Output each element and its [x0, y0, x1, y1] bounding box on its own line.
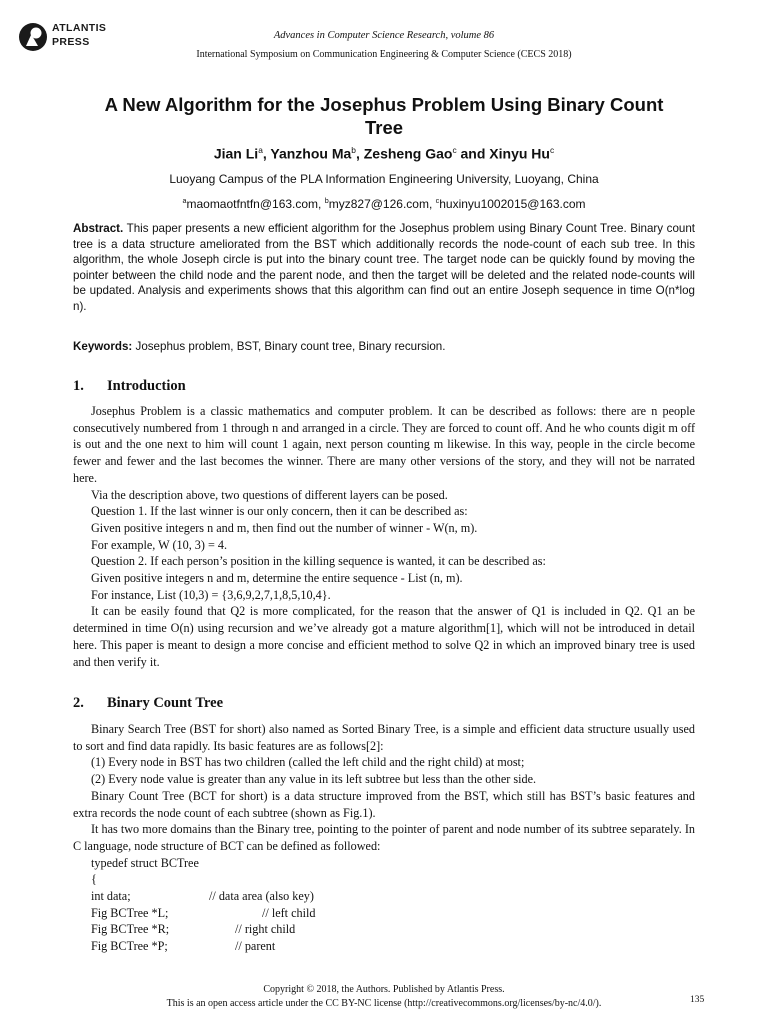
- license-notice: This is an open access article under the CC BY-NC license (http://creativecommons.org/licenses/by-nc/4.0/).: [166, 998, 602, 1009]
- section-title: Introduction: [107, 378, 186, 394]
- code-line: [73, 871, 695, 888]
- question-2: Question 2. If each person’s position in the killing sequence is wanted, it can be described as:: [91, 554, 546, 569]
- code-comment: // right child: [235, 922, 296, 937]
- code-line: [73, 921, 695, 938]
- paper-title: A New Algorithm for the Josephus Problem Using Binary Count Tree: [104, 94, 664, 138]
- logo-text-line1: ATLANTIS: [52, 22, 107, 34]
- question-1: Question 1. If the last winner is our only concern, then it can be described as:: [91, 504, 468, 519]
- question-1-example: For example, W (10, 3) = 4.: [91, 537, 228, 552]
- question-2-given: Given positive integers n and m, determine the entire sequence - List (n, m).: [91, 571, 463, 586]
- code-line: [73, 888, 695, 905]
- section-title: Binary Count Tree: [107, 695, 224, 711]
- affiliation-mark: c: [549, 145, 555, 155]
- copyright-notice: Copyright © 2018, the Authors. Published by Atlantis Press.: [263, 984, 505, 995]
- feature-2: (2) Every node value is greater than any value in its left subtree but less than the other side.: [91, 772, 537, 787]
- email-address[interactable]: maomaotfntfn@163.com: [186, 197, 319, 211]
- email-mark: b: [324, 196, 329, 205]
- email-address[interactable]: huxinyu1002015@163.com: [439, 197, 586, 211]
- code-comment: // left child: [262, 905, 316, 920]
- symposium-name: International Symposium on Communication Engineering & Computer Science (CECS 2018): [196, 49, 572, 60]
- code-line: [73, 905, 695, 922]
- code-text: Fig BCTree *L;: [91, 905, 169, 920]
- affiliation-mark: c: [452, 145, 457, 155]
- section-number: 1.: [73, 378, 84, 394]
- code-text: typedef struct BCTree: [91, 855, 199, 870]
- email-mark: c: [435, 196, 440, 205]
- section-heading-introduction: [73, 378, 186, 395]
- question-1-given: Given positive integers n and m, then find out the number of winner - W(n, m).: [91, 520, 478, 535]
- author-separator: and: [456, 145, 490, 162]
- author-separator: ,: [355, 145, 364, 162]
- email-separator: ,: [428, 197, 436, 211]
- email-mark: a: [182, 196, 187, 205]
- code-line: [73, 855, 695, 872]
- paragraph: Josephus Problem is a classic mathematics and computer problem. It can be described as follows: there are n people consecutively numbered from 1 through n and arranged in a circle. They are forced to count off. And he who counts digit m off is out and the one next to him will count 1 again, next person counting m likewise. In this way, people in the circle become fewer and fewer and the last becomes the winner. There are many other versions of the story, and they will not be narrated here.: [73, 404, 695, 485]
- author-list: [0, 145, 768, 162]
- code-text: int data;: [91, 889, 131, 903]
- code-text: Fig BCTree *R;: [91, 922, 170, 937]
- author-name: Xinyu Hu: [489, 145, 550, 162]
- keywords: [73, 340, 695, 353]
- affiliation: Luoyang Campus of the PLA Information Engineering University, Luoyang, China: [169, 172, 599, 186]
- journal-name: Advances in Computer Science Research, volume 86: [273, 30, 495, 41]
- logo-text-line2: PRESS: [52, 36, 90, 48]
- author-separator: ,: [262, 145, 271, 162]
- email-address[interactable]: myz827@126.com: [328, 197, 429, 211]
- paragraph: Binary Count Tree (BCT for short) is a data structure improved from the BST, which still has BST’s basic features and extra records the node count of each subtree (shown as Fig.1).: [73, 788, 695, 820]
- feature-1: (1) Every node in BST has two children (called the left child and the right child) at most;: [91, 755, 525, 770]
- section-number: 2.: [73, 695, 84, 711]
- paragraph: Via the description above, two questions of different layers can be posed.: [91, 487, 448, 502]
- code-block: [73, 855, 695, 955]
- page-number: 135: [690, 995, 705, 1005]
- author-name: Zesheng Gao: [363, 145, 453, 162]
- affiliation-mark: b: [351, 145, 356, 155]
- keywords-text: Josephus problem, BST, Binary count tree, Binary recursion.: [135, 340, 446, 353]
- abstract-label: Abstract.: [73, 222, 124, 235]
- code-comment: // data area (also key): [209, 889, 314, 903]
- question-2-example: For instance, List (10,3) = {3,6,9,2,7,1,8,5,10,4}.: [91, 587, 331, 602]
- section-body-introduction: [73, 403, 695, 670]
- code-comment: // parent: [235, 939, 276, 954]
- abstract: [73, 221, 695, 315]
- abstract-text: This paper presents a new efficient algorithm for the Josephus problem using Binary Count Tree. Binary count tree is a data structure ameliorated from the BST which additionally records the node-count of each sub tree. In this algorithm, the whole Joseph circle is put into the binary count tree. The target node can be quickly found by moving the pointer between the child node and the parent node, and then the target will be deleted and the related node-counts will be updated. Analysis and experiments shows that this algorithm can find out an entire Joseph sequence in time O(n*log n).: [73, 222, 696, 313]
- paragraph: Binary Search Tree (BST for short) also named as Sorted Binary Tree, is a simple and efficient data structure usually used to sort and find data rapidly. Its basic features are as follows[2]:: [73, 722, 695, 753]
- section-heading-binary-count-tree: [73, 695, 223, 712]
- code-text: {: [91, 872, 97, 887]
- email-list: [0, 196, 768, 211]
- author-name: Jian Li: [213, 145, 259, 162]
- paragraph: It has two more domains than the Binary tree, pointing to the pointer of parent and node number of its subtree separately. In C language, node structure of BCT can be defined as followed:: [73, 822, 695, 853]
- author-name: Yanzhou Ma: [270, 145, 352, 162]
- email-separator: ,: [318, 197, 325, 211]
- affiliation-mark: a: [258, 145, 263, 155]
- section-body-binary-count-tree: [73, 721, 695, 955]
- paragraph: It can be easily found that Q2 is more complicated, for the reason that the answer of Q1 is included in Q2. Q1 an be determined in time O(n) using recursion and we’ve already got a mature algorithm[1], which will not be introduced in detail here. This paper is meant to design a more concise and efficient method to solve Q2 in which an improved binary tree is used and then verify it.: [73, 604, 695, 669]
- code-line: [73, 938, 695, 955]
- keywords-label: Keywords:: [73, 340, 133, 353]
- code-text: Fig BCTree *P;: [91, 939, 168, 954]
